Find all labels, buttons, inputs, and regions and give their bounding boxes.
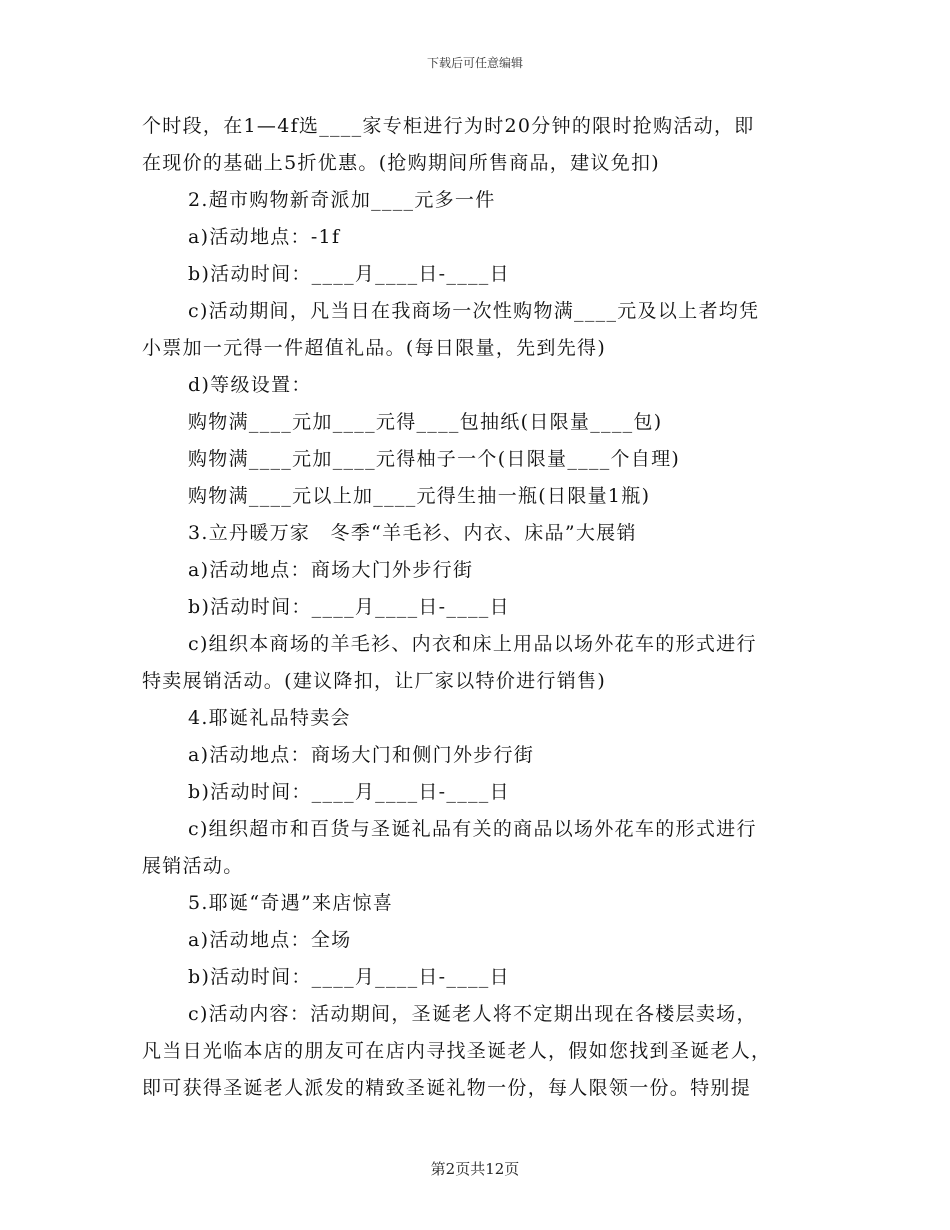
- paragraph-line: 凡当日光临本店的朋友可在店内寻找圣诞老人，假如您找到圣诞老人，: [142, 1040, 772, 1062]
- paragraph-line: b)活动时间：____月____日-____日: [188, 596, 510, 618]
- paragraph-line: c)组织超市和百货与圣诞礼品有关的商品以场外花车的形式进行: [188, 818, 757, 840]
- section-heading: 5.耶诞“奇遇”来店惊喜: [188, 892, 394, 914]
- section-heading: 4.耶诞礼品特卖会: [188, 707, 351, 729]
- paragraph-line: a)活动地点：全场: [188, 929, 352, 951]
- paragraph-line: b)活动时间：____月____日-____日: [188, 966, 510, 988]
- document-body: [142, 108, 812, 1107]
- paragraph-line: b)活动时间：____月____日-____日: [188, 781, 510, 803]
- section-heading: 3.立丹暖万家 冬季“羊毛衫、内衣、床品”大展销: [188, 522, 637, 544]
- paragraph-line: 购物满____元加____元得柚子一个(日限量____个自理): [188, 448, 681, 470]
- paragraph-line: d)等级设置：: [188, 374, 312, 396]
- paragraph-line: 购物满____元以上加____元得生抽一瓶(日限量1瓶): [188, 485, 651, 507]
- paragraph-line: 购物满____元加____元得____包抽纸(日限量____包): [188, 411, 663, 433]
- paragraph-line: 特卖展销活动。(建议降扣，让厂家以特价进行销售): [142, 670, 607, 692]
- paragraph-line: c)活动内容：活动期间，圣诞老人将不定期出现在各楼层卖场，: [188, 1003, 757, 1025]
- page-footer: 第2页共12页: [430, 1160, 520, 1178]
- paragraph-line: c)活动期间，凡当日在我商场一次性购物满____元及以上者均凭: [188, 300, 760, 322]
- paragraph-line: 个时段，在1—4f选____家专柜进行为时20分钟的限时抢购活动，即: [142, 115, 755, 137]
- page-header: 下载后可任意编辑: [426, 56, 523, 70]
- paragraph-line: 小票加一元得一件超值礼品。(每日限量，先到先得): [142, 337, 607, 359]
- paragraph-line: 即可获得圣诞老人派发的精致圣诞礼物一份，每人限领一份。特别提: [142, 1077, 752, 1099]
- section-heading: 2.超市购物新奇派加____元多一件: [188, 189, 496, 211]
- paragraph-line: b)活动时间：____月____日-____日: [188, 263, 510, 285]
- paragraph-line: 在现价的基础上5折优惠。(抢购期间所售商品，建议免扣): [142, 152, 661, 174]
- paragraph-line: a)活动地点：商场大门外步行街: [188, 559, 474, 581]
- paragraph-line: 展销活动。: [142, 855, 244, 877]
- paragraph-line: a)活动地点：-1f: [188, 226, 341, 248]
- paragraph-line: c)组织本商场的羊毛衫、内衣和床上用品以场外花车的形式进行: [188, 633, 757, 655]
- paragraph-line: a)活动地点：商场大门和侧门外步行街: [188, 744, 535, 766]
